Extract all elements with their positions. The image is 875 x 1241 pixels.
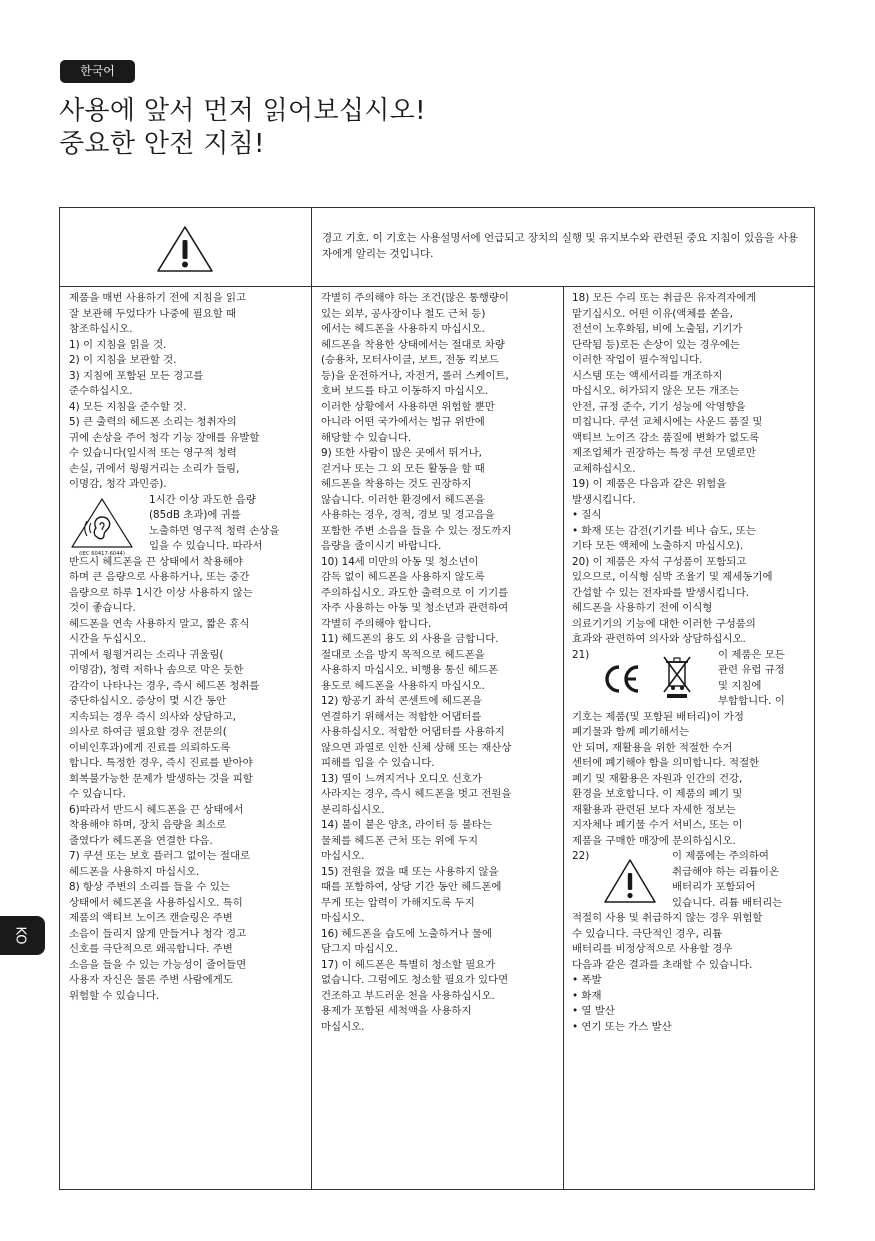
language-tag: 한국어 — [60, 60, 135, 83]
column-2 — [321, 291, 557, 1035]
text-line: 시스템 또는 액세서리를 개조하지 — [572, 369, 723, 382]
text-line: 귀에 손상을 주어 청각 기능 장애를 유발할 — [69, 431, 260, 444]
text-line: 18) 모든 수리 또는 취급은 유자격자에게 — [572, 292, 757, 304]
text-line: • 질식 — [572, 509, 602, 521]
text-line: 7) 쿠션 또는 보호 플러그 없이는 절대로 — [69, 850, 251, 862]
text-line: 이 제품은 모든 — [718, 648, 785, 661]
text-line: 관련 유럽 규정 — [718, 664, 785, 676]
text-line: 교체하십시오. — [572, 462, 636, 475]
page-title — [59, 95, 426, 161]
text-line: 11) 헤드폰의 용도 외 사용을 금합니다. — [321, 633, 499, 645]
text-line: 효과와 관련하여 의사와 상담하십시오. — [572, 633, 746, 645]
text-line: 사용자 자신은 물론 주변 사람에게도 — [69, 974, 233, 986]
text-line: 소음을 들을 수 있는 가능성이 줄어들면 — [69, 958, 247, 971]
text-line: 이러한 상황에서 사용하면 위험할 뿐만 — [321, 400, 495, 413]
text-line: 헤드폰을 착용하는 것도 권장하지 — [321, 478, 472, 490]
text-line: 20) 이 제품은 자석 구성품이 포함되고 — [572, 555, 747, 568]
text-line: 6)따라서 반드시 헤드폰을 끈 상태에서 — [69, 803, 244, 816]
text-line: 용제가 포함된 세척액을 사용하지 — [321, 1005, 472, 1017]
text-line: 수 있습니다. 극단적인 경우, 리튬 — [572, 927, 723, 940]
text-line: 간섭할 수 있는 전자파를 발생시킵니다. — [572, 586, 750, 599]
text-line: 줄였다가 헤드폰을 연결한 다음. — [69, 834, 213, 847]
text-line: 9) 또한 사람이 많은 곳에서 뛰거나, — [321, 447, 482, 459]
text-line: 기호는 제품(및 포함된 배터리)이 가정 — [572, 710, 744, 723]
text-line: 등)을 운전하거나, 자전거, 롤러 스케이트, — [321, 369, 509, 382]
ce-weee-block — [572, 648, 808, 710]
column-1-text-b — [69, 555, 305, 1005]
text-line: • 열 발산 — [572, 1005, 615, 1017]
text-line: 시간을 두십시오. — [69, 633, 146, 645]
text-line: 안 되며, 재활용을 위한 적절한 수거 — [572, 741, 733, 754]
text-line: 위험할 수 있습니다. — [69, 989, 160, 1002]
text-line: 마십시오. 허가되지 않은 모든 개조는 — [572, 385, 740, 397]
text-line: 않으면 과열로 인한 신체 상해 또는 재산상 — [321, 741, 512, 754]
column-3-text-c — [572, 911, 808, 1035]
text-line: 전선이 노후화됨, 비에 노출됨, 기기가 — [572, 323, 743, 335]
text-line: 마십시오. — [321, 850, 365, 862]
text-line: 3) 지침에 포함된 모든 경고를 — [69, 369, 204, 382]
text-line: 중단하십시오. 증상이 몇 시간 동안 — [69, 695, 227, 707]
text-line: 담그지 마십시오. — [321, 943, 398, 955]
text-line: 포함한 주변 소음을 들을 수 있는 정도까지 — [321, 524, 512, 537]
text-line: 10) 14세 미만의 아동 및 청소년이 — [321, 555, 479, 568]
text-line: 2) 이 지침을 보관할 것. — [69, 354, 177, 366]
text-line: 12) 항공기 좌석 콘센트에 헤드폰을 — [321, 695, 482, 707]
text-line: 걷거나 또는 그 외 모든 활동을 할 때 — [321, 462, 485, 475]
text-line: 귀에서 윙윙거리는 소리나 귀울림( — [69, 648, 224, 661]
text-line: 준수하십시오. — [69, 385, 133, 397]
text-line: 센터에 폐기해야 함을 의미합니다. 적절한 — [572, 757, 760, 769]
text-line: 지자체나 폐기물 수거 서비스, 또는 이 — [572, 819, 743, 831]
text-line: • 연기 또는 가스 발산 — [572, 1020, 672, 1033]
warning-triangle-icon — [155, 224, 215, 274]
text-line: • 화재 — [572, 989, 602, 1002]
battery-warning-block — [572, 849, 808, 911]
text-line: 음량을 줄이시기 바랍니다. — [321, 540, 442, 552]
text-line: 사용하지 마십시오. 비행용 통신 헤드폰 — [321, 664, 499, 676]
title-line: 중요한 안전 지침! — [59, 129, 265, 159]
text-line: 회복불가능한 문제가 발생하는 것을 피할 — [69, 772, 253, 785]
text-line: 있으므로, 이식형 심박 조율기 및 제세동기에 — [572, 571, 773, 583]
text-line: 단락됨 등)로든 손상이 있는 경우에는 — [572, 338, 740, 351]
text-line: 의료기기의 기능에 대한 이러한 구성품의 — [572, 617, 756, 630]
text-line: 분리하십시오. — [321, 803, 385, 816]
text-line: 환경을 보호합니다. 이 제품의 폐기 및 — [572, 788, 743, 800]
text-line: 사라지는 경우, 즉시 헤드폰을 벗고 전원을 — [321, 788, 512, 800]
column-3-text-a — [572, 291, 808, 648]
text-line: 의사로 하여금 필요할 경우 전문의( — [69, 726, 227, 738]
text-line: 8) 항상 주변의 소리를 들을 수 있는 — [69, 881, 230, 893]
text-line: 절대로 소음 방지 목적으로 헤드폰을 — [321, 648, 485, 661]
text-line: 자주 사용하는 아동 및 청소년과 관련하여 — [321, 602, 509, 614]
text-line: 기타 모든 액체에 노출하지 마십시오). — [572, 540, 744, 552]
text-line: • 화재 또는 감전(기기를 비나 습도, 또는 — [572, 524, 756, 537]
column-3-text-b — [572, 710, 808, 850]
text-line: 헤드폰을 사용하지 마십시오. — [69, 865, 200, 878]
text-line: 17) 이 헤드폰은 특별히 청소할 필요가 — [321, 958, 496, 971]
text-line: 건조하고 부드러운 천을 사용하십시오. — [321, 989, 495, 1002]
text-line: 헤드폰을 착용한 상태에서는 절대로 차량 — [321, 338, 505, 351]
text-line: 에서는 헤드폰을 사용하지 마십시오. — [321, 323, 485, 335]
weee-crossed-bin-icon — [662, 654, 692, 700]
text-line: 수 있습니다(일시적 또는 영구적 청력 — [69, 447, 237, 459]
text-line: 호버 보드를 타고 이동하지 마십시오. — [321, 385, 489, 397]
text-line: 합니다. 특정한 경우, 즉시 진료를 받아야 — [69, 757, 253, 769]
title-line: 사용에 앞서 먼저 읽어보십시오! — [59, 96, 426, 126]
text-line: 발생시킵니다. — [572, 493, 636, 506]
item-22-label: 22) — [572, 850, 590, 862]
text-line: 1) 이 지침을 읽을 것. — [69, 338, 167, 351]
text-line: 폐기물과 함께 폐기해서는 — [572, 726, 690, 738]
text-line: 이명감, 청각 과민증). — [69, 478, 167, 490]
ce-mark-icon — [602, 664, 642, 694]
text-line: 사용하십시오. 적합한 어댑터를 사용하지 — [321, 726, 505, 738]
text-line: 잘 보관해 두었다가 나중에 필요할 때 — [69, 307, 237, 320]
item-21-label: 21) — [572, 648, 590, 661]
text-line: 이비인후과)에게 진료를 의뢰하도록 — [69, 741, 231, 754]
text-line: 입을 수 있습니다. 따라서 — [149, 540, 263, 552]
text-line: 배터리가 포함되어 — [672, 881, 756, 893]
text-line: 적절히 사용 및 취급하지 않는 경우 위험할 — [572, 912, 763, 924]
text-line: 아니라 어떤 국가에서는 법규 위반에 — [321, 416, 485, 428]
column-1 — [69, 291, 305, 1004]
text-line: 피해를 입을 수 있습니다. — [321, 757, 435, 769]
text-line: 감각이 나타나는 경우, 즉시 헤드폰 청취를 — [69, 679, 260, 692]
text-line: (승용차, 모터사이클, 보트, 전동 킥보드 — [321, 354, 499, 366]
text-line: 16) 헤드폰을 습도에 노출하거나 물에 — [321, 927, 493, 940]
text-line: 취급해야 하는 리튬이온 — [672, 865, 779, 878]
text-line: 연결하기 위해서는 적합한 어댑터를 — [321, 710, 482, 723]
text-line: 및 지침에 — [718, 679, 762, 692]
text-line: 사용하는 경우, 경적, 경보 및 경고음을 — [321, 509, 495, 521]
text-line: 손실, 귀에서 윙윙거리는 소리가 들림, — [69, 462, 240, 475]
text-line: 안전, 규정 준수, 기기 성능에 악영향을 — [572, 400, 746, 413]
hearing-damage-warning-icon — [69, 497, 135, 557]
text-line: 있습니다. 리튬 배터리는 — [672, 896, 783, 909]
text-line: • 폭발 — [572, 974, 602, 986]
side-tab-label: KO — [12, 926, 28, 945]
text-line: 제조업체가 권장하는 특정 쿠션 모델로만 — [572, 447, 756, 459]
text-line: 반드시 헤드폰을 끈 상태에서 착용해야 — [69, 555, 243, 568]
text-line: 각별히 주의해야 하는 조건(많은 통행량이 — [321, 292, 509, 304]
text-line: 용도로 헤드폰을 사용하지 마십시오. — [321, 679, 485, 692]
text-line: 맡기십시오. 어떤 이유(액체를 쏟음, — [572, 307, 734, 320]
text-line: 이 제품에는 주의하여 — [672, 850, 769, 862]
language-side-tab — [0, 916, 45, 955]
text-line: 5) 큰 출력의 헤드폰 소리는 청취자의 — [69, 416, 237, 428]
column-3 — [572, 291, 808, 1035]
text-line: 마십시오. — [321, 912, 365, 924]
text-line: 물체를 헤드폰 근처 또는 위에 두지 — [321, 834, 479, 847]
iec-caption: (IEC 60417-6044) — [79, 550, 125, 557]
text-line: 이러한 작업이 필수적입니다. — [572, 354, 703, 366]
text-line: 신호를 극단적으로 왜곡합니다. 주변 — [69, 943, 233, 955]
text-line: 상태에서 헤드폰을 사용하십시오. 특히 — [69, 896, 243, 909]
text-line: 다음과 같은 결과를 초래할 수 있습니다. — [572, 958, 753, 971]
text-line: 미칩니다. 쿠션 교체시에는 사운드 품질 및 — [572, 416, 763, 428]
text-line: 각별히 주의해야 합니다. — [321, 617, 432, 630]
text-line: 수 있습니다. — [69, 788, 126, 800]
column-divider — [563, 286, 564, 1189]
text-line: 부합합니다. 이 — [718, 695, 785, 707]
text-line: 감독 없이 헤드폰을 사용하지 않도록 — [321, 571, 485, 583]
warning-symbol-description: 경고 기호. 이 기호는 사용설명서에 언급되고 장치의 실행 및 유지보수와 관련된 중요 지침이 있음을 사용자에게 알리는 것입니다. — [322, 232, 799, 260]
text-line: 재활용과 관련된 보다 자세한 정보는 — [572, 803, 736, 816]
text-line: 때를 포함하여, 상당 기간 동안 헤드폰에 — [321, 881, 502, 893]
text-line: 것이 좋습니다. — [69, 602, 136, 614]
text-line: 음량으로 하루 1시간 이상 사용하지 않는 — [69, 586, 253, 599]
text-line: 하며 큰 음량으로 사용하거나, 또는 중간 — [69, 571, 250, 583]
text-line: 지속되는 경우 즉시 의사와 상담하고, — [69, 710, 237, 723]
text-line: (85dB 초과)에 귀를 — [149, 509, 241, 521]
text-line: 제품의 액티브 노이즈 캔슬링은 주변 — [69, 912, 233, 924]
text-line: 폐기 및 재활용은 자원과 인간의 건강, — [572, 772, 743, 785]
warning-triangle-icon — [602, 857, 658, 905]
text-line: 마십시오. — [321, 1020, 365, 1033]
text-line: 제품을 매번 사용하기 전에 지침을 읽고 — [69, 292, 247, 304]
column-1-text-a — [69, 291, 305, 493]
text-line: 액티브 노이즈 감소 품질에 변화가 없도록 — [572, 431, 760, 444]
text-line: 무게 또는 압력이 가해지도록 두지 — [321, 896, 475, 909]
text-line: 14) 불이 붙은 양초, 라이터 등 불타는 — [321, 819, 492, 831]
text-line: 배터리를 비정상적으로 사용할 경우 — [572, 943, 733, 955]
text-line: 착용해야 하며, 장치 음량을 최소로 — [69, 819, 227, 831]
text-line: 않습니다. 이러한 환경에서 헤드폰을 — [321, 493, 485, 506]
text-line: 헤드폰을 연속 사용하지 말고, 짧은 휴식 — [69, 617, 250, 630]
text-line: 15) 전원을 껐을 때 또는 사용하지 않을 — [321, 865, 499, 878]
text-line: 헤드폰을 사용하기 전에 이식형 — [572, 602, 713, 614]
text-line: 1시간 이상 과도한 음량 — [149, 493, 256, 506]
text-line: 제품을 구매한 매장에 문의하십시오. — [572, 834, 736, 847]
text-line: 19) 이 제품은 다음과 같은 위험을 — [572, 478, 727, 490]
text-line: 주의하십시오. 과도한 출력으로 이 기기를 — [321, 586, 509, 599]
row-divider — [60, 286, 814, 287]
text-line: 4) 모든 지침을 준수할 것. — [69, 400, 187, 413]
safety-table — [59, 207, 815, 1190]
text-line: 13) 열이 느껴지거나 오디오 신호가 — [321, 772, 482, 785]
column-divider — [311, 208, 312, 1189]
text-line: 있는 외부, 공사장이나 철도 근처 등) — [321, 307, 486, 320]
text-line: 없습니다. 그럼에도 청소할 필요가 있다면 — [321, 974, 509, 986]
text-line: 소음이 들리지 않게 만들거나 청각 경고 — [69, 927, 247, 940]
text-line: 이명감), 청력 저하나 솜으로 막은 듯한 — [69, 664, 244, 676]
hearing-warning-block — [69, 493, 305, 555]
text-line: 해당할 수 있습니다. — [321, 431, 412, 444]
text-line: 노출하면 영구적 청력 손상을 — [149, 524, 280, 537]
text-line: 참조하십시오. — [69, 323, 133, 335]
